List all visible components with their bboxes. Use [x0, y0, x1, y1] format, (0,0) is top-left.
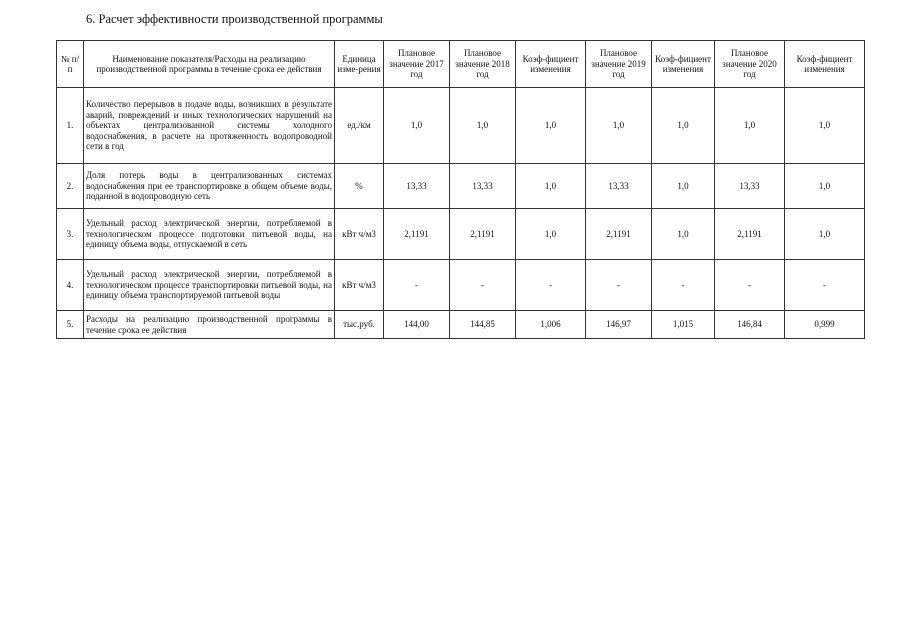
cell-plan-2019: - — [586, 260, 652, 311]
table-row — [57, 164, 865, 209]
row-name: Удельный расход электрической энергии, потребляемой в технологическом процессе транспортировки питьевой воды, на единицу объема транспортируемой питьевой воды — [84, 260, 335, 311]
efficiency-table — [56, 40, 865, 339]
row-num: 4. — [57, 260, 84, 311]
row-unit: % — [335, 164, 384, 209]
cell-plan-2017: 144,00 — [384, 311, 450, 339]
row-name: Доля потерь воды в централизованных системах водоснабжения при ее транспортировке в общем объеме воды, поданной в водопроводную сеть — [84, 164, 335, 209]
header-coef-2019: Коэф-фициент изменения — [652, 41, 715, 88]
row-unit: кВт ч/м3 — [335, 260, 384, 311]
row-num: 5. — [57, 311, 84, 339]
cell-coef-2019: - — [652, 260, 715, 311]
header-plan-2019: Плановое значение 2019 год — [586, 41, 652, 88]
row-unit: ед./км — [335, 88, 384, 164]
cell-plan-2019: 1,0 — [586, 88, 652, 164]
cell-coef-2018: 1,0 — [516, 209, 586, 260]
cell-plan-2018: 13,33 — [450, 164, 516, 209]
table-row — [57, 209, 865, 260]
row-unit: кВт ч/м3 — [335, 209, 384, 260]
cell-plan-2019: 13,33 — [586, 164, 652, 209]
cell-coef-2020: 0,999 — [785, 311, 865, 339]
cell-coef-2020: 1,0 — [785, 164, 865, 209]
cell-coef-2018: 1,0 — [516, 164, 586, 209]
table-row — [57, 311, 865, 339]
cell-coef-2018: 1,006 — [516, 311, 586, 339]
cell-plan-2018: 144,85 — [450, 311, 516, 339]
table-row — [57, 260, 865, 311]
row-num: 2. — [57, 164, 84, 209]
cell-plan-2018: 1,0 — [450, 88, 516, 164]
cell-coef-2018: 1,0 — [516, 88, 586, 164]
header-unit: Единица изме-рения — [335, 41, 384, 88]
cell-plan-2017: 13,33 — [384, 164, 450, 209]
row-name: Расходы на реализацию производственной программы в течение срока ее действия — [84, 311, 335, 339]
header-num: № п/п — [57, 41, 84, 88]
cell-plan-2017: 2,1191 — [384, 209, 450, 260]
cell-plan-2019: 146,97 — [586, 311, 652, 339]
header-plan-2018: Плановое значение 2018 год — [450, 41, 516, 88]
header-plan-2020: Плановое значение 2020 год — [715, 41, 785, 88]
cell-plan-2017: 1,0 — [384, 88, 450, 164]
cell-coef-2020: - — [785, 260, 865, 311]
cell-plan-2018: 2,1191 — [450, 209, 516, 260]
header-row — [57, 41, 865, 88]
cell-coef-2018: - — [516, 260, 586, 311]
section-title: 6. Расчет эффективности производственной программы — [86, 12, 383, 26]
cell-plan-2020: 146,84 — [715, 311, 785, 339]
row-num: 3. — [57, 209, 84, 260]
cell-plan-2018: - — [450, 260, 516, 311]
cell-coef-2020: 1,0 — [785, 88, 865, 164]
row-num: 1. — [57, 88, 84, 164]
cell-coef-2019: 1,0 — [652, 209, 715, 260]
header-coef-2020: Коэф-фициент изменения — [785, 41, 865, 88]
row-unit: тыс.руб. — [335, 311, 384, 339]
cell-plan-2020: - — [715, 260, 785, 311]
cell-coef-2019: 1,0 — [652, 88, 715, 164]
row-name: Удельный расход электрической энергии, потребляемой в технологическом процессе подготовки питьевой воды, на единицу объема воды, отпускаемой в сеть — [84, 209, 335, 260]
cell-plan-2020: 2,1191 — [715, 209, 785, 260]
table-row — [57, 88, 865, 164]
cell-plan-2017: - — [384, 260, 450, 311]
cell-plan-2020: 13,33 — [715, 164, 785, 209]
cell-plan-2020: 1,0 — [715, 88, 785, 164]
cell-coef-2019: 1,0 — [652, 164, 715, 209]
cell-plan-2019: 2,1191 — [586, 209, 652, 260]
header-plan-2017: Плановое значение 2017 год — [384, 41, 450, 88]
cell-coef-2019: 1,015 — [652, 311, 715, 339]
cell-coef-2020: 1,0 — [785, 209, 865, 260]
row-name: Количество перерывов в подаче воды, возникших в результате аварий, повреждений и иных технологических нарушений на объектах централизованной системы холодного водоснабжения, в расчете на протяженность водопроводной сети в год — [84, 88, 335, 164]
header-coef-2018: Коэф-фициент изменения — [516, 41, 586, 88]
header-name: Наименование показателя/Расходы на реализацию производственной программы в течение срока ее действия — [84, 41, 335, 88]
